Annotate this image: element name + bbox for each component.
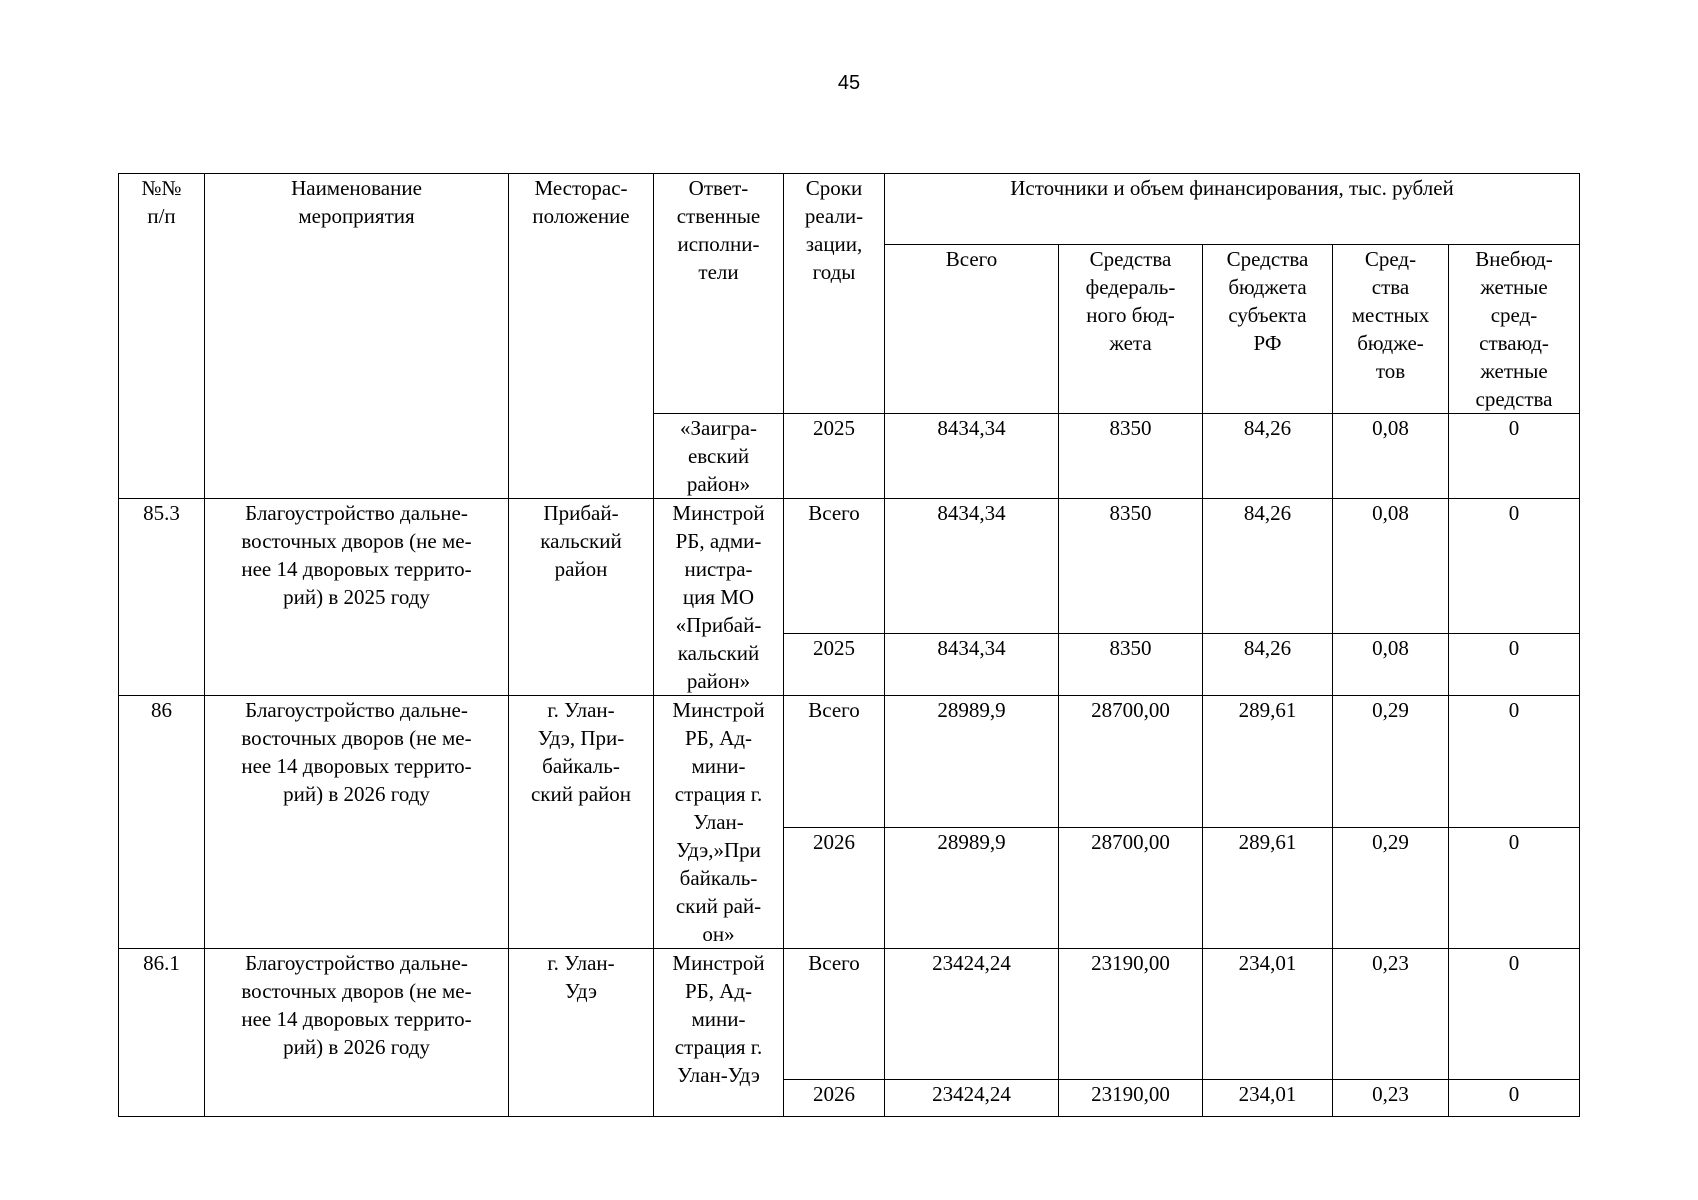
page-number: 45: [837, 72, 861, 94]
header-responsible: Ответ- ственные исполни- тели: [654, 174, 784, 414]
cell-federal: 28700,00: [1059, 696, 1203, 828]
cell-year: 2025: [784, 414, 885, 499]
header-regional: Средства бюджета субъекта РФ: [1203, 245, 1333, 414]
header-extra: Внебюд- жетные сред- стваюд- жетные средства: [1449, 245, 1580, 414]
cell-federal: 8350: [1059, 414, 1203, 499]
cell-local: 0,29: [1333, 696, 1449, 828]
cell-extra: 0: [1449, 696, 1580, 828]
cell-local: 0,29: [1333, 827, 1449, 948]
cell-year: Всего: [784, 949, 885, 1080]
cell-regional: 234,01: [1203, 949, 1333, 1080]
header-location: Месторас- положение: [509, 174, 654, 499]
cell-total: 8434,34: [885, 633, 1059, 695]
header-local: Сред- ства местных бюдже- тов: [1333, 245, 1449, 414]
header-sources: Источники и объем финансирования, тыс. рублей: [885, 174, 1580, 245]
cell-year: 2026: [784, 827, 885, 948]
cell-year: 2025: [784, 633, 885, 695]
cell-responsible: Минстрой РБ, Ад- мини- страция г. Улан- Удэ,»При байкаль- ский рай- он»: [654, 696, 784, 949]
cell-regional: 84,26: [1203, 633, 1333, 695]
cell-location: Прибай- кальский район: [509, 499, 654, 696]
cell-local: 0,23: [1333, 1080, 1449, 1117]
header-num: №№ п/п: [119, 174, 205, 499]
cell-regional: 289,61: [1203, 827, 1333, 948]
table-row: [119, 949, 1580, 1080]
cell-local: 0,08: [1333, 499, 1449, 634]
cell-num: 86: [119, 696, 205, 949]
table-row: [119, 696, 1580, 828]
financing-table: [118, 173, 1580, 1117]
cell-num: 86.1: [119, 949, 205, 1117]
header-row: [119, 174, 1580, 245]
cell-federal: 8350: [1059, 499, 1203, 634]
cell-location: г. Улан- Удэ, При- байкаль- ский район: [509, 696, 654, 949]
cell-local: 0,08: [1333, 414, 1449, 499]
cell-extra: 0: [1449, 949, 1580, 1080]
header-total: Всего: [885, 245, 1059, 414]
cell-regional: 234,01: [1203, 1080, 1333, 1117]
cell-total: 23424,24: [885, 949, 1059, 1080]
cell-extra: 0: [1449, 633, 1580, 695]
cell-extra: 0: [1449, 827, 1580, 948]
cell-regional: 289,61: [1203, 696, 1333, 828]
cell-federal: 8350: [1059, 633, 1203, 695]
cell-total: 8434,34: [885, 414, 1059, 499]
cell-name: Благоустройство дальне- восточных дворов (не ме- нее 14 дворовых террито- рий) в 2026 году: [205, 696, 509, 949]
header-name: Наименование мероприятия: [205, 174, 509, 499]
cell-responsible: Минстрой РБ, адми- нистра- ция МО «Прибай- кальский район»: [654, 499, 784, 696]
cell-total: 8434,34: [885, 499, 1059, 634]
cell-extra: 0: [1449, 499, 1580, 634]
cell-federal: 23190,00: [1059, 1080, 1203, 1117]
cell-local: 0,23: [1333, 949, 1449, 1080]
cell-name: Благоустройство дальне- восточных дворов (не ме- нее 14 дворовых террито- рий) в 2025 году: [205, 499, 509, 696]
cell-year: Всего: [784, 696, 885, 828]
table-row: [119, 499, 1580, 634]
cell-extra: 0: [1449, 1080, 1580, 1117]
header-period: Сроки реали- зации, годы: [784, 174, 885, 414]
cell-responsible: Минстрой РБ, Ад- мини- страция г. Улан-Удэ: [654, 949, 784, 1117]
cell-federal: 28700,00: [1059, 827, 1203, 948]
cell-year: 2026: [784, 1080, 885, 1117]
cell-responsible: «Заигра- евский район»: [654, 414, 784, 499]
cell-local: 0,08: [1333, 633, 1449, 695]
cell-num: 85.3: [119, 499, 205, 696]
cell-regional: 84,26: [1203, 499, 1333, 634]
header-federal: Средства федераль- ного бюд- жета: [1059, 245, 1203, 414]
cell-total: 28989,9: [885, 827, 1059, 948]
cell-year: Всего: [784, 499, 885, 634]
cell-regional: 84,26: [1203, 414, 1333, 499]
cell-federal: 23190,00: [1059, 949, 1203, 1080]
cell-name: Благоустройство дальне- восточных дворов (не ме- нее 14 дворовых террито- рий) в 2026 году: [205, 949, 509, 1117]
cell-extra: 0: [1449, 414, 1580, 499]
cell-location: г. Улан- Удэ: [509, 949, 654, 1117]
cell-total: 28989,9: [885, 696, 1059, 828]
cell-total: 23424,24: [885, 1080, 1059, 1117]
